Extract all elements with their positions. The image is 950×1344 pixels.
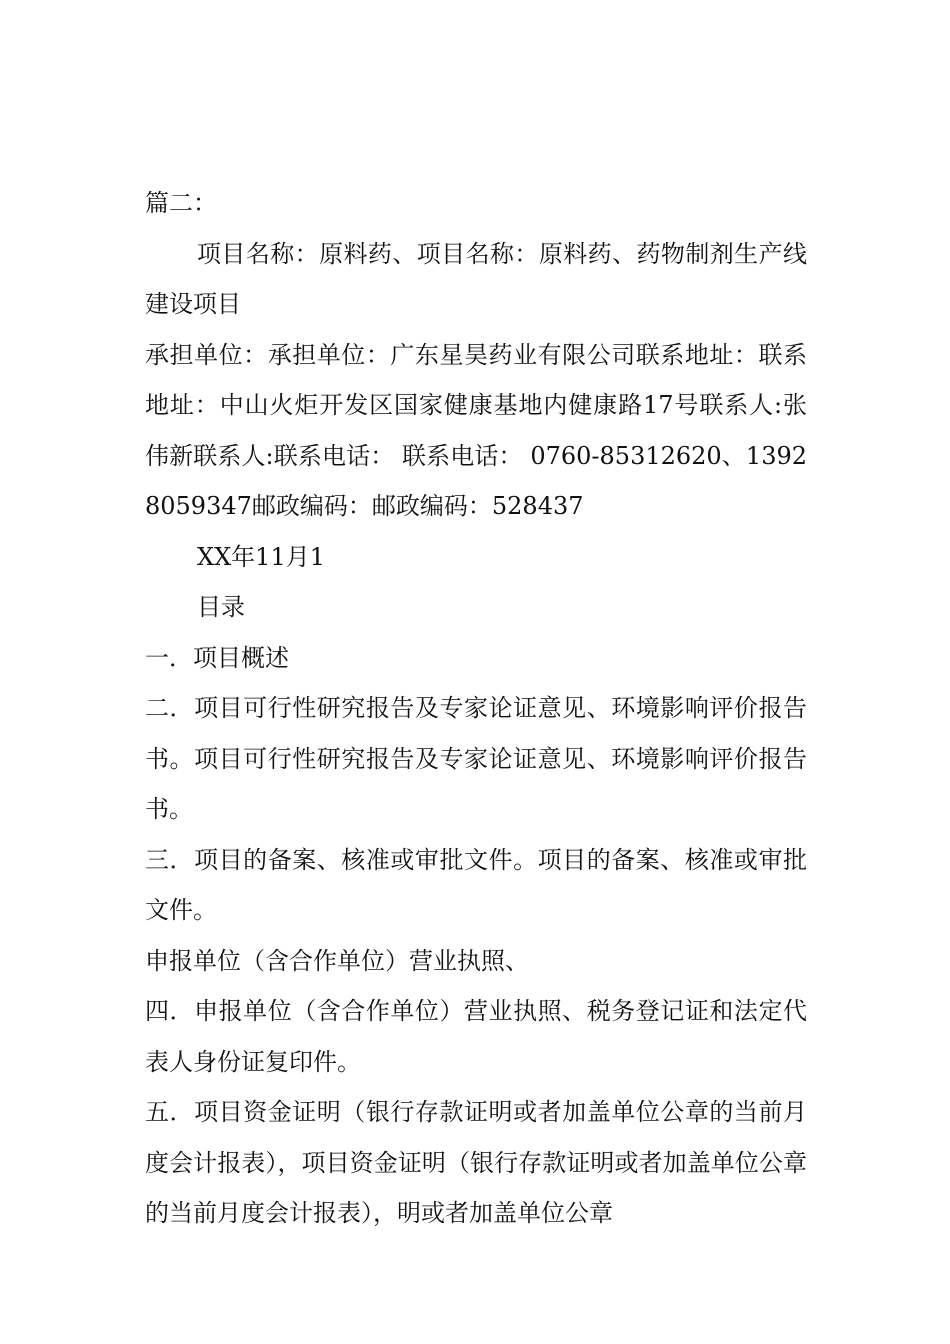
toc-item-1: 一．项目概述 <box>145 643 289 672</box>
section-heading: 篇二： <box>145 189 217 217</box>
toc-note: 申报单位（含合作单位）营业执照、 <box>145 946 529 975</box>
toc-title: 目录 <box>197 593 245 621</box>
date-line: XX年11月1 <box>197 542 325 571</box>
toc-item-3: 三．项目的备案、核准或审批文件。项目的备案、核准或审批文件。 <box>145 845 807 924</box>
toc-item-5: 五．项目资金证明（银行存款证明或者加盖单位公章的当前月度会计报表），项目资金证明（银行存款证明或者加盖单位公章的当前月度会计报表），明或者加盖单位公章 <box>145 1098 807 1227</box>
contact-info-paragraph: 承担单位：承担单位：广东星昊药业有限公司联系地址：联系地址：中山火炬开发区国家健康基地内健康路17号联系人:张伟新联系人:联系电话： 联系电话： 0760-85312620、13928059347邮政编码：邮政编码：528437 <box>145 340 807 520</box>
toc-item-2: 二．项目可行性研究报告及专家论证意见、环境影响评价报告书。项目可行性研究报告及专家论证意见、环境影响评价报告书。 <box>145 694 807 823</box>
document-body <box>145 178 807 1239</box>
project-name-paragraph: 项目名称：原料药、项目名称：原料药、药物制剂生产线建设项目 <box>145 239 807 318</box>
toc-item-4: 四．申报单位（含合作单位）营业执照、税务登记证和法定代表人身份证复印件。 <box>145 997 807 1076</box>
